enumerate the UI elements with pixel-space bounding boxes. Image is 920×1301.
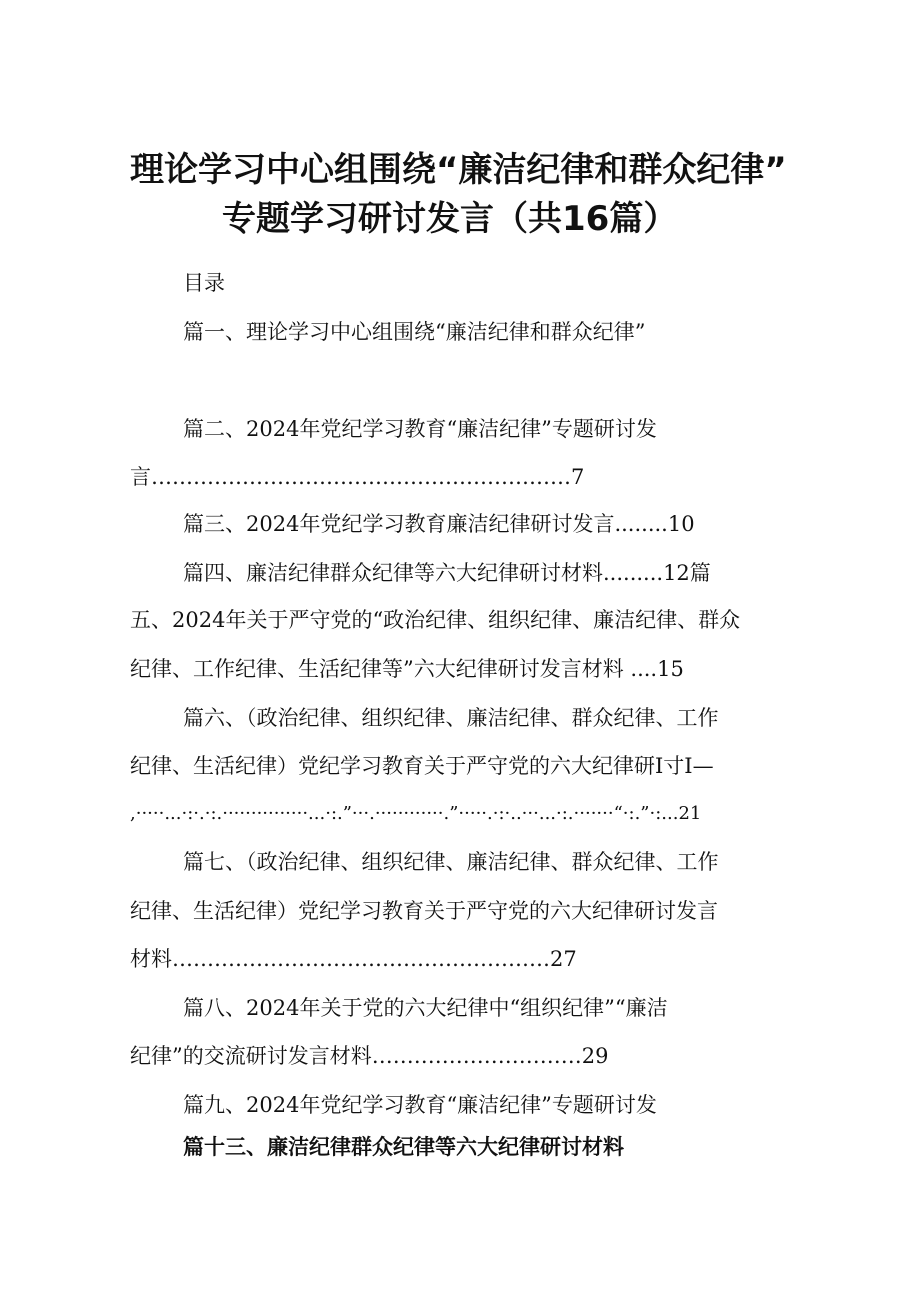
toc-line: 篇七、（政治纪律、组织纪律、廉洁纪律、群众纪律、工作 — [183, 850, 719, 874]
toc-line: 纪律、生活纪律）党纪学习教育关于严守党的六大纪律研讨发言 — [130, 899, 718, 923]
toc-line: 篇三、2024年党纪学习教育廉洁纪律研讨发言........10 — [183, 512, 695, 536]
document-title-line-2: 专题学习研讨发言（共16篇） — [222, 199, 678, 239]
document-title-line-1: 理论学习中心组围绕“廉洁纪律和群众纪律” — [130, 150, 787, 190]
toc-line: 篇九、2024年党纪学习教育“廉洁纪律”专题研讨发 — [183, 1093, 657, 1117]
toc-line: 纪律”的交流研讨发言材料…………………………29 — [130, 1044, 609, 1068]
toc-line: 言……………………………………………………7 — [130, 465, 585, 489]
toc-heading: 目录 — [183, 271, 225, 295]
toc-line: 纪律、生活纪律）党纪学习教育关于严守党的六大纪律研I寸I— — [130, 754, 714, 778]
toc-line: 篇十三、廉洁纪律群众纪律等六大纪律研讨材料 — [183, 1134, 624, 1159]
toc-line: 材料………………………………………………27 — [130, 947, 577, 971]
toc-line: 篇一、理论学习中心组围绕“廉洁纪律和群众纪律” — [183, 320, 646, 344]
toc-line: 纪律、工作纪律、生活纪律等”六大纪律研讨发言材料 ....15 — [130, 657, 684, 681]
toc-line: 篇二、2024年党纪学习教育“廉洁纪律”专题研讨发 — [183, 417, 657, 441]
toc-line: ,·····...·:·.·:.···············...·:.”···.············.”·····.·:·..···...·:.·······“·:.”·:...21 — [130, 803, 702, 824]
toc-line: 五、2024年关于严守党的“政治纪律、组织纪律、廉洁纪律、群众 — [130, 608, 741, 632]
toc-line: 篇八、2024年关于党的六大纪律中“组织纪律”“廉洁 — [183, 996, 668, 1020]
toc-line: 篇四、廉洁纪律群众纪律等六大纪律研讨材料.........12篇 — [183, 561, 711, 585]
toc-line: 篇六、（政治纪律、组织纪律、廉洁纪律、群众纪律、工作 — [183, 706, 719, 730]
